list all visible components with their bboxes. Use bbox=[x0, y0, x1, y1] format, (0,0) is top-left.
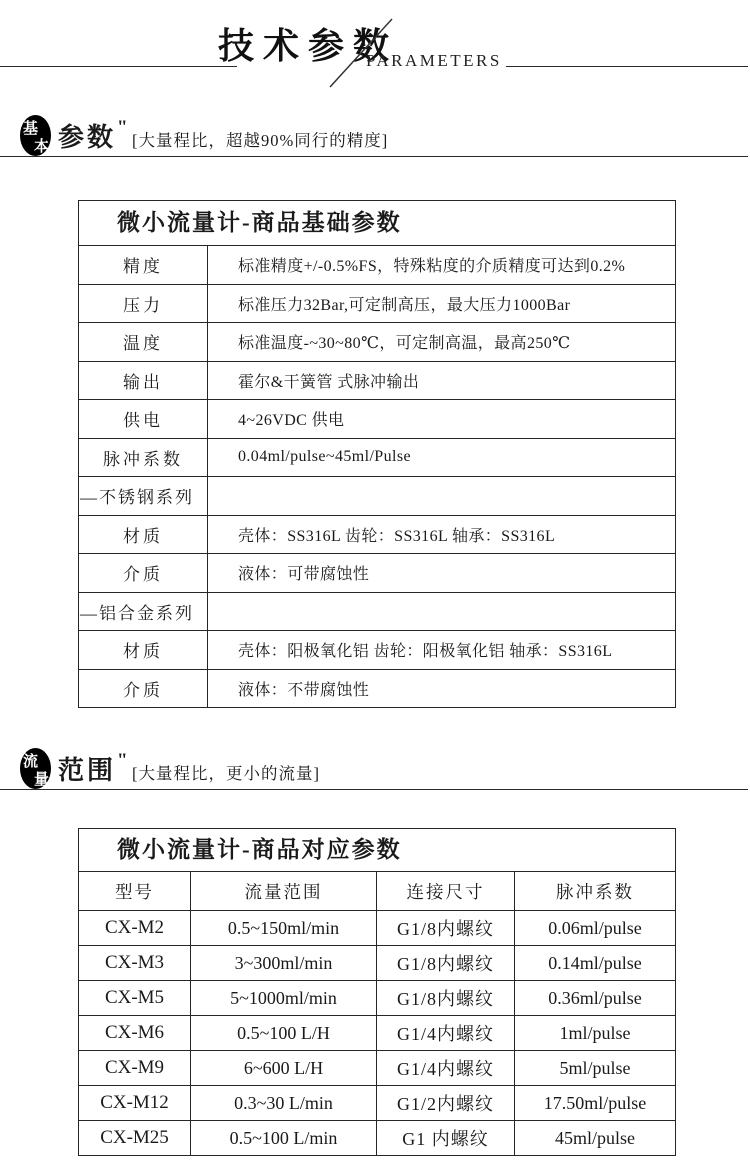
range-table-header-row bbox=[79, 872, 675, 911]
flow-range-cell: 6~600 L/H bbox=[191, 1051, 377, 1085]
param-row bbox=[79, 362, 675, 401]
column-header: 脉冲系数 bbox=[556, 881, 634, 902]
param-row bbox=[79, 516, 675, 555]
section-title-text: 范围 bbox=[58, 756, 117, 785]
param-value bbox=[208, 477, 675, 515]
section-rule-range bbox=[0, 789, 748, 790]
param-value: 壳体：阳极氧化铝 齿轮：阳极氧化铝 轴承：SS316L bbox=[238, 643, 613, 661]
flow-range-cell: 0.3~30 L/min bbox=[191, 1086, 377, 1120]
param-label: 脉冲系数 bbox=[79, 439, 208, 477]
range-badge bbox=[20, 748, 51, 789]
badge-char-top: 流 bbox=[23, 754, 39, 770]
connection-cell: G1/4内螺纹 bbox=[377, 1016, 515, 1050]
param-label: 材质 bbox=[79, 516, 208, 554]
quote-mark: " bbox=[117, 750, 128, 771]
param-value bbox=[208, 593, 675, 631]
connection-cell: G1/8内螺纹 bbox=[377, 981, 515, 1015]
column-header: 流量范围 bbox=[191, 872, 377, 910]
flow-range-cell: 0.5~100 L/H bbox=[191, 1016, 377, 1050]
param-value: 4~26VDC 供电 bbox=[238, 412, 345, 430]
section-title-text: 参数 bbox=[58, 123, 117, 152]
table-row bbox=[79, 946, 675, 981]
series-group-row bbox=[79, 593, 675, 632]
model-cell: CX-M9 bbox=[79, 1051, 191, 1085]
pulse-factor-cell: 45ml/pulse bbox=[555, 1127, 635, 1148]
section-title-basic bbox=[58, 117, 128, 154]
param-label: 温度 bbox=[79, 323, 208, 361]
badge-char-bottom: 本 bbox=[34, 139, 50, 155]
flow-range-cell: 0.5~100 L/min bbox=[191, 1121, 377, 1155]
badge-char-top: 基 bbox=[23, 121, 39, 137]
header-rule-left bbox=[0, 66, 237, 67]
section-header-basic bbox=[0, 115, 750, 157]
section-title-range bbox=[58, 750, 128, 787]
page-title: 技术参数 bbox=[218, 26, 399, 66]
table-row bbox=[79, 1016, 675, 1051]
column-header: 型号 bbox=[79, 872, 191, 910]
param-row bbox=[79, 439, 675, 478]
param-value: 液体：不带腐蚀性 bbox=[238, 681, 370, 699]
badge-char-bottom: 量 bbox=[34, 772, 50, 788]
basic-params-table bbox=[78, 200, 676, 708]
section-rule-basic bbox=[0, 156, 748, 157]
connection-cell: G1/8内螺纹 bbox=[377, 946, 515, 980]
table-row bbox=[79, 911, 675, 946]
connection-cell: G1/4内螺纹 bbox=[377, 1051, 515, 1085]
param-label: 精度 bbox=[79, 246, 208, 284]
param-row bbox=[79, 631, 675, 670]
header-rule-right bbox=[506, 66, 748, 67]
table-row bbox=[79, 981, 675, 1016]
param-label: 介质 bbox=[79, 554, 208, 592]
series-group-row bbox=[79, 477, 675, 516]
connection-cell: G1/2内螺纹 bbox=[377, 1086, 515, 1120]
pulse-factor-cell: 0.14ml/pulse bbox=[548, 952, 642, 973]
model-cell: CX-M6 bbox=[79, 1016, 191, 1050]
param-label: 供电 bbox=[79, 400, 208, 438]
param-row bbox=[79, 400, 675, 439]
section-header-range bbox=[0, 748, 750, 790]
param-row bbox=[79, 670, 675, 708]
param-value: 液体：可带腐蚀性 bbox=[238, 566, 370, 584]
basic-table-title: 微小流量计-商品基础参数 bbox=[79, 201, 675, 246]
param-value: 0.04ml/pulse~45ml/Pulse bbox=[238, 448, 411, 466]
flow-range-cell: 0.5~150ml/min bbox=[191, 911, 377, 945]
pulse-factor-cell: 0.06ml/pulse bbox=[548, 917, 642, 938]
column-header: 连接尺寸 bbox=[377, 872, 515, 910]
param-row bbox=[79, 285, 675, 324]
param-value: 标准温度-~30~80℃，可定制高温，最高250℃ bbox=[238, 335, 571, 353]
model-cell: CX-M3 bbox=[79, 946, 191, 980]
param-row bbox=[79, 323, 675, 362]
param-label: 材质 bbox=[79, 631, 208, 669]
model-cell: CX-M2 bbox=[79, 911, 191, 945]
quote-mark: " bbox=[117, 117, 128, 138]
connection-cell: G1 内螺纹 bbox=[377, 1121, 515, 1155]
param-label: 压力 bbox=[79, 285, 208, 323]
section-tagline-range: [大量程比，更小的流量] bbox=[132, 764, 320, 783]
param-value: 霍尔&干簧管 式脉冲输出 bbox=[238, 373, 420, 391]
pulse-factor-cell: 1ml/pulse bbox=[559, 1022, 631, 1043]
table-row bbox=[79, 1121, 675, 1155]
table-row bbox=[79, 1051, 675, 1086]
flow-range-cell: 5~1000ml/min bbox=[191, 981, 377, 1015]
page-subtitle: PARAMETERS bbox=[366, 51, 502, 70]
basic-table-body bbox=[79, 246, 675, 707]
flow-range-cell: 3~300ml/min bbox=[191, 946, 377, 980]
series-group-label: —不锈钢系列 bbox=[79, 477, 208, 515]
model-cell: CX-M25 bbox=[79, 1121, 191, 1155]
range-params-table bbox=[78, 828, 676, 1156]
connection-cell: G1/8内螺纹 bbox=[377, 911, 515, 945]
param-value: 壳体：SS316L 齿轮：SS316L 轴承：SS316L bbox=[238, 527, 556, 545]
pulse-factor-cell: 0.36ml/pulse bbox=[548, 987, 642, 1008]
range-table-title: 微小流量计-商品对应参数 bbox=[79, 829, 675, 872]
range-table-body bbox=[79, 911, 675, 1155]
basic-badge bbox=[20, 115, 51, 156]
param-value: 标准精度+/-0.5%FS，特殊粘度的介质精度可达到0.2% bbox=[238, 258, 626, 276]
series-group-label: —铝合金系列 bbox=[79, 593, 208, 631]
param-label: 介质 bbox=[79, 670, 208, 708]
model-cell: CX-M12 bbox=[79, 1086, 191, 1120]
param-value: 标准压力32Bar,可定制高压，最大压力1000Bar bbox=[238, 296, 571, 314]
section-tagline-basic: [大量程比，超越90%同行的精度] bbox=[132, 131, 389, 150]
param-label: 输出 bbox=[79, 362, 208, 400]
model-cell: CX-M5 bbox=[79, 981, 191, 1015]
param-row bbox=[79, 246, 675, 285]
pulse-factor-cell: 17.50ml/pulse bbox=[543, 1092, 647, 1113]
table-row bbox=[79, 1086, 675, 1121]
pulse-factor-cell: 5ml/pulse bbox=[559, 1057, 631, 1078]
param-row bbox=[79, 554, 675, 593]
